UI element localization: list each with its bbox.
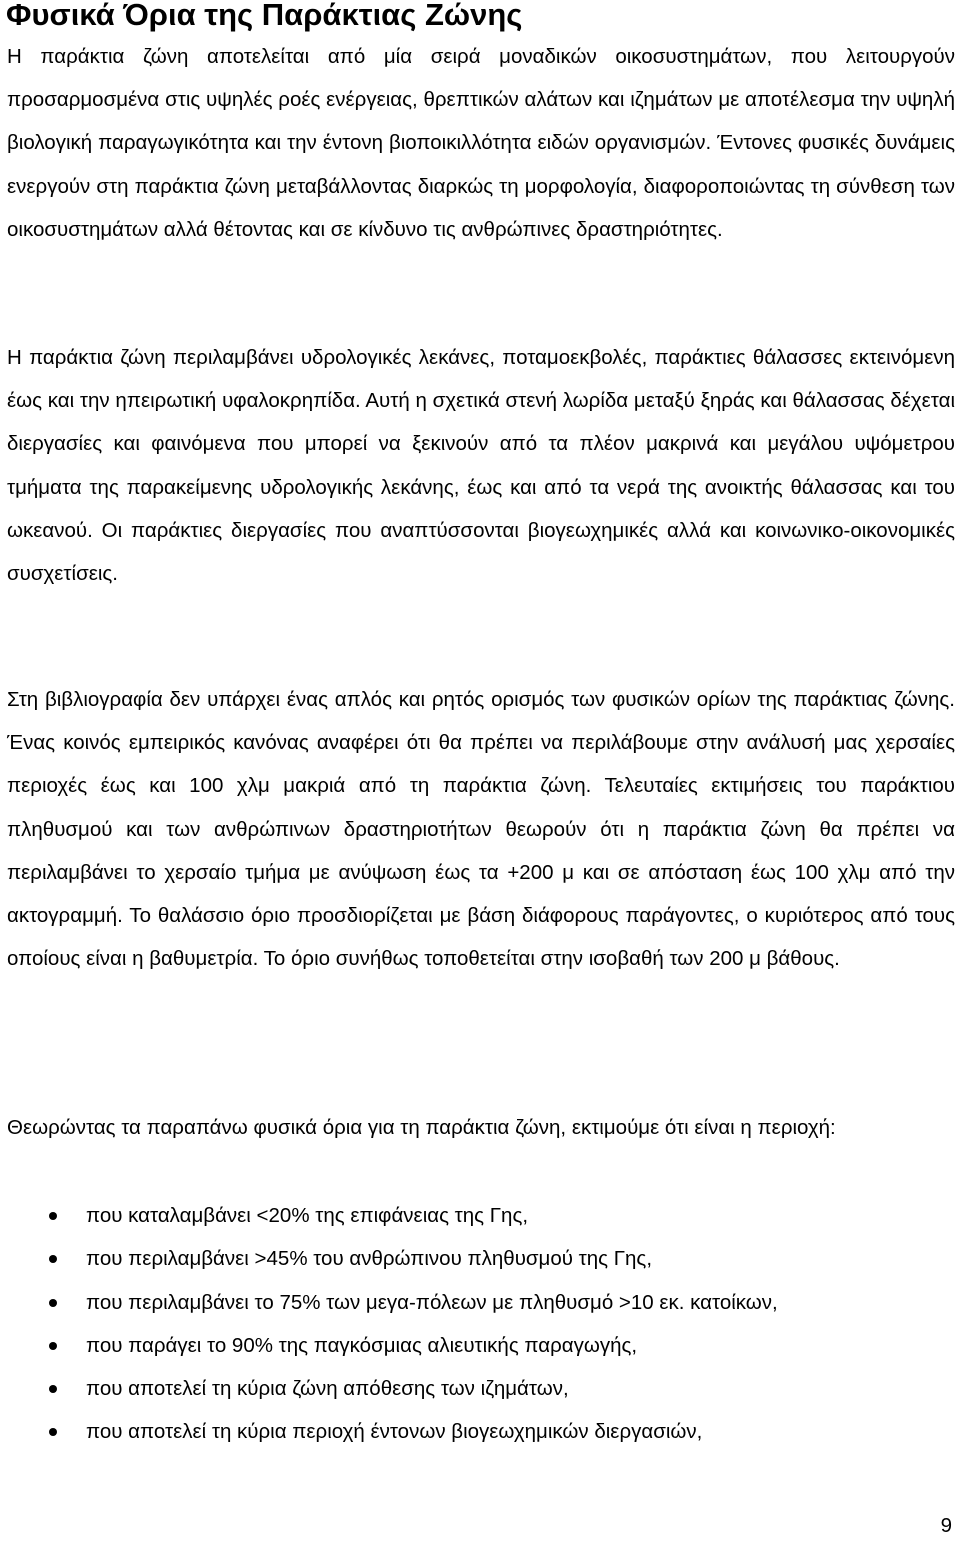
list-item-text: που καταλαμβάνει <20% της επιφάνειας της Γης, (86, 1204, 529, 1227)
bullet-icon (49, 1299, 57, 1307)
bullet-icon (49, 1342, 57, 1350)
list-item (0, 1194, 955, 1237)
bullet-icon (49, 1212, 57, 1220)
list-item (0, 1367, 955, 1410)
page-number: 9 (940, 1514, 952, 1537)
paragraph-region-intro: Θεωρώντας τα παραπάνω φυσικά όρια για τη παράκτια ζώνη, εκτιμούμε ότι είναι η περιοχή: (7, 1116, 836, 1139)
section-title: Φυσικά Όρια της Παράκτιας Ζώνης (6, 0, 523, 32)
list-item-text: που περιλαμβάνει το 75% των μεγα-πόλεων με πληθυσμό >10 εκ. κατοίκων, (86, 1290, 778, 1314)
bullet-icon (49, 1255, 57, 1263)
list-item (0, 1410, 955, 1453)
list-item-text: που παράγει το 90% της παγκόσμιας αλιευτικής παραγωγής, (86, 1333, 638, 1357)
bullet-icon (49, 1428, 57, 1436)
bullet-list (0, 1194, 955, 1454)
list-item (0, 1324, 955, 1367)
list-item (0, 1281, 955, 1324)
list-item-text: που αποτελεί τη κύρια περιοχή έντονων βιογεωχημικών διεργασιών, (86, 1420, 703, 1444)
paragraph-coastal-ecosystems: Η παράκτια ζώνη αποτελείται από μία σειρά μοναδικών οικοσυστημάτων, που λειτουργούν προσαρμοσμένα στις υψηλές ροές ενέργειας, θρεπτικών αλάτων και ιζημάτων με αποτέλεσμα την υψηλή βιολογική παραγωγικότητα και την έντονη βιοποικιλλότητα ειδών οργανισμών. Έντονες φυσικές δυνάμεις ενεργούν στη παράκτια ζώνη μεταβάλλοντας διαρκώς τη μορφολογία, διαφοροποιώντας τη σύνθεση των οικοσυστημάτων αλλά θέτοντας και σε κίνδυνο τις ανθρώπινες δραστηριότητες. (7, 45, 955, 241)
paragraph-physical-limits-definition: Στη βιβλιογραφία δεν υπάρχει ένας απλός και ρητός ορισμός των φυσικών ορίων της παράκτιας ζώνης. Ένας κοινός εμπειρικός κανόνας αναφέρει ότι θα πρέπει να περιλάβουμε στην ανάλυσή μας χερσαίες περιοχές έως και 100 χλμ μακριά από τη παράκτια ζώνη. Τελευταίες εκτιμήσεις του παράκτιου πληθυσμού και των ανθρώπινων δραστηριοτήτων θεωρούν ότι η παράκτια ζώνη θα πρέπει να περιλαμβάνει το χερσαίο τμήμα με ανύψωση έως τα +200 μ και σε απόσταση έως 100 χλμ από την ακτογραμμή. Το θαλάσσιο όριο προσδιορίζεται με βάση διάφορους παράγοντες, ο κυριότερος από τους οποίους είναι η βαθυμετρία. Το όριο συνήθως τοποθετείται στην ισοβαθή των 200 μ βάθους. (7, 688, 955, 971)
list-item-text: που περιλαμβάνει >45% του ανθρώπινου πληθυσμού της Γης, (86, 1247, 653, 1271)
list-item (0, 1237, 955, 1280)
bullet-icon (49, 1385, 57, 1393)
list-item-text: που αποτελεί τη κύρια ζώνη απόθεσης των ιζημάτων, (86, 1377, 569, 1401)
paragraph-coastal-zone-extent: Η παράκτια ζώνη περιλαμβάνει υδρολογικές λεκάνες, ποταμοεκβολές, παράκτιες θάλασσες εκτεινόμενη έως και την ηπειρωτική υφαλοκρηπίδα. Αυτή η σχετικά στενή λωρίδα μεταξύ ξηράς και θάλασσας δέχεται διεργασίες και φαινόμενα που μπορεί να ξεκινούν από τα πλέον μακρινά και μεγάλου υψόμετρου τμήματα της παρακείμενης υδρολογικής λεκάνης, έως και από τα νερά της ανοικτής θάλασσας και του ωκεανού. Οι παράκτιες διεργασίες που αναπτύσσονται βιογεωχημικές αλλά και κοινωνικο-οικονομικές συσχετίσεις. (7, 346, 955, 586)
